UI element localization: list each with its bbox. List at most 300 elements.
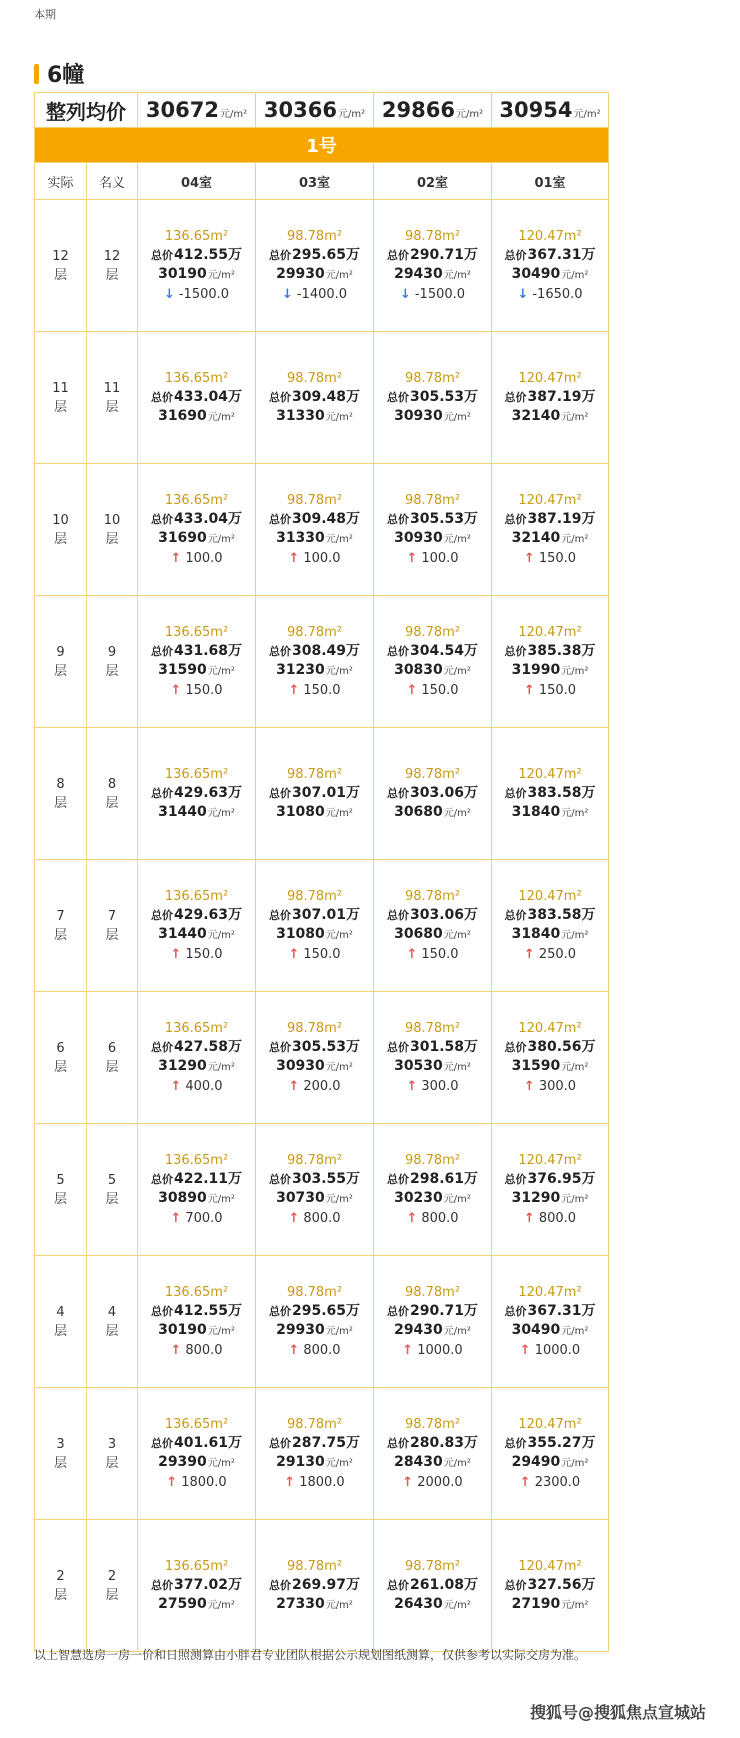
- total-value: 412.55: [173, 1303, 229, 1319]
- building-label: 1号: [35, 128, 609, 163]
- unit-price-value: 31840: [511, 803, 561, 820]
- total-suffix: 万: [228, 1039, 243, 1055]
- total-label: 总价: [386, 249, 409, 262]
- floor-suffix: 层: [53, 1587, 67, 1603]
- total-suffix: 万: [228, 511, 243, 527]
- unit-price-unit: 元/m²: [561, 807, 589, 819]
- unit-cell: [256, 728, 374, 860]
- unit-price-unit: 元/m²: [443, 1599, 471, 1611]
- unit-price: [374, 661, 491, 681]
- unit-price-value: 31290: [511, 1190, 561, 1206]
- unit-cell: [256, 596, 374, 728]
- unit-total: [492, 246, 608, 265]
- unit-total: [374, 1434, 491, 1453]
- unit-price: [138, 407, 255, 427]
- unit-price: [256, 1595, 373, 1615]
- unit-change: [492, 549, 608, 568]
- total-value: 304.54: [409, 643, 465, 659]
- change-value: -1650.0: [532, 287, 583, 302]
- unit-price: [374, 407, 491, 427]
- unit-total: [138, 642, 255, 661]
- unit-price-value: 31330: [276, 530, 325, 546]
- header-room: 04室: [138, 163, 256, 200]
- unit-price-unit: 元/m²: [207, 807, 235, 819]
- floor-nominal-cell: [87, 596, 138, 728]
- unit-area: 136.65m²: [164, 1153, 229, 1168]
- unit-price-unit: 元/m²: [325, 666, 353, 677]
- unit-price-value: 29930: [276, 1322, 325, 1338]
- unit-change: [492, 1077, 608, 1096]
- floor-number: 11: [103, 380, 121, 396]
- unit-change: [374, 681, 491, 700]
- unit-price-unit: 元/m²: [561, 666, 589, 677]
- floor-nominal-cell: [87, 728, 138, 860]
- total-label: 总价: [268, 786, 291, 800]
- total-label: 总价: [504, 249, 527, 262]
- unit-price-value: 29930: [276, 266, 325, 282]
- unit-cell: [256, 860, 374, 992]
- arrow-up-icon: ↑: [170, 1079, 182, 1094]
- unit-price-value: 30190: [158, 266, 207, 282]
- unit-price-value: 32140: [511, 407, 561, 424]
- floor-actual-cell: [35, 464, 87, 596]
- total-suffix: 万: [581, 643, 596, 659]
- unit-price: [374, 1453, 491, 1473]
- change-value: 1000.0: [534, 1343, 581, 1358]
- total-suffix: 万: [346, 643, 361, 659]
- unit-cell: [256, 200, 374, 332]
- total-label: 总价: [268, 1173, 291, 1186]
- change-value: 2000.0: [417, 1475, 463, 1490]
- unit-price-unit: 元/m²: [325, 930, 353, 941]
- unit-price: [492, 1321, 608, 1341]
- total-suffix: 万: [464, 1171, 479, 1187]
- unit-change: [374, 549, 491, 568]
- change-value: 700.0: [185, 1211, 223, 1226]
- unit-price-value: 31990: [511, 662, 561, 678]
- total-label: 总价: [150, 1041, 173, 1054]
- unit-area: 98.78m²: [404, 1417, 461, 1432]
- unit-area: 120.47m²: [518, 625, 582, 640]
- unit-area: 98.78m²: [404, 370, 461, 386]
- unit-price-unit: 元/m²: [561, 534, 589, 545]
- floor-suffix: 层: [105, 267, 119, 283]
- unit-price-value: 29430: [394, 1322, 443, 1338]
- arrow-up-icon: ↑: [170, 551, 182, 566]
- floor-number: 6: [56, 1040, 65, 1056]
- total-label: 总价: [504, 645, 527, 658]
- unit-change: [138, 1341, 255, 1360]
- unit-price-unit: 元/m²: [207, 1458, 235, 1469]
- floor-number: 3: [56, 1436, 65, 1452]
- total-suffix: 万: [228, 1435, 243, 1451]
- unit-change: [138, 681, 255, 700]
- unit-cell: [374, 596, 492, 728]
- unit-price-value: 29490: [511, 1454, 561, 1470]
- change-value: 150.0: [303, 683, 341, 698]
- change-value: 150.0: [421, 947, 459, 962]
- change-value: 150.0: [185, 683, 223, 698]
- unit-price-value: 31590: [511, 1058, 561, 1074]
- total-value: 303.06: [409, 907, 465, 923]
- floor-actual-cell: [35, 1520, 87, 1652]
- unit-total: [256, 1038, 373, 1057]
- floor-number: 6: [107, 1040, 117, 1056]
- arrow-up-icon: ↑: [523, 947, 535, 962]
- floor-actual-cell: [35, 1124, 87, 1256]
- total-label: 总价: [504, 786, 527, 800]
- total-value: 327.56: [527, 1576, 582, 1593]
- floor-suffix: 层: [53, 927, 67, 943]
- unit-price-value: 31690: [158, 407, 207, 424]
- unit-cell: [492, 1520, 609, 1652]
- total-label: 总价: [268, 909, 291, 922]
- unit-price: [256, 661, 373, 681]
- unit-price-value: 31690: [158, 530, 207, 546]
- floor-number: 2: [107, 1568, 117, 1584]
- unit-cell: [256, 332, 374, 464]
- unit-price: [492, 661, 608, 681]
- unit-price-unit: 元/m²: [443, 411, 471, 423]
- unit-change: [492, 945, 608, 964]
- unit-area: 120.47m²: [518, 370, 582, 386]
- unit-total: [374, 1038, 491, 1057]
- unit-area: 98.78m²: [286, 625, 343, 640]
- total-suffix: 万: [581, 511, 596, 527]
- total-suffix: 万: [581, 1435, 596, 1451]
- floor-number: 7: [56, 908, 65, 924]
- unit-change: [138, 549, 255, 568]
- floor-number: 5: [56, 1172, 65, 1188]
- unit-area: 120.47m²: [518, 1021, 582, 1036]
- unit-cell: [256, 1388, 374, 1520]
- unit-price-unit: 元/m²: [325, 1326, 353, 1337]
- unit-price-unit: 元/m²: [325, 807, 353, 819]
- unit-cell: [138, 1124, 256, 1256]
- total-value: 301.58: [409, 1039, 465, 1055]
- avg-unit: 元/m²: [455, 109, 484, 120]
- unit-area: 98.78m²: [404, 229, 461, 244]
- floor-number: 10: [52, 512, 69, 528]
- header-room: 02室: [374, 163, 492, 200]
- floor-row: [35, 200, 609, 332]
- change-value: 400.0: [185, 1079, 223, 1094]
- unit-price-value: 30680: [394, 926, 443, 942]
- unit-price-unit: 元/m²: [561, 270, 589, 281]
- unit-price-value: 30930: [394, 407, 443, 424]
- floor-actual-cell: [35, 1256, 87, 1388]
- unit-cell: [138, 728, 256, 860]
- unit-price: [256, 265, 373, 285]
- unit-price-unit: 元/m²: [443, 666, 471, 677]
- total-label: 总价: [386, 390, 409, 404]
- unit-total: [492, 1170, 608, 1189]
- unit-price: [256, 1189, 373, 1209]
- unit-total: [492, 510, 608, 529]
- total-label: 总价: [504, 1041, 527, 1054]
- unit-price-value: 29430: [394, 266, 443, 282]
- floor-nominal-cell: [87, 1124, 138, 1256]
- unit-cell: [138, 860, 256, 992]
- unit-change: [374, 1473, 491, 1492]
- header-actual: 实际: [35, 163, 87, 200]
- arrow-up-icon: ↑: [170, 947, 182, 962]
- total-value: 367.31: [527, 247, 582, 263]
- unit-cell: [492, 860, 609, 992]
- unit-price: [256, 803, 373, 823]
- unit-price-value: 27330: [276, 1595, 325, 1612]
- unit-price-value: 31440: [158, 803, 207, 820]
- total-label: 总价: [504, 1173, 527, 1186]
- unit-total: [374, 510, 491, 529]
- unit-area: 136.65m²: [164, 1285, 229, 1300]
- total-suffix: 万: [346, 1171, 361, 1187]
- total-suffix: 万: [464, 1303, 479, 1319]
- unit-area: 98.78m²: [286, 229, 343, 244]
- unit-price-value: 30930: [394, 530, 443, 546]
- total-label: 总价: [268, 1305, 291, 1318]
- total-label: 总价: [150, 390, 173, 404]
- unit-change: [492, 285, 608, 304]
- total-suffix: 万: [228, 907, 243, 923]
- unit-cell: [138, 992, 256, 1124]
- total-value: 287.75: [291, 1435, 347, 1451]
- unit-price-unit: 元/m²: [325, 411, 353, 423]
- unit-price-unit: 元/m²: [443, 930, 471, 941]
- floor-suffix: 层: [105, 531, 119, 547]
- total-suffix: 万: [464, 1435, 479, 1451]
- unit-cell: [374, 1388, 492, 1520]
- unit-total: [256, 510, 373, 529]
- unit-price: [138, 1057, 255, 1077]
- floor-suffix: 层: [105, 663, 119, 679]
- floor-row: [35, 1520, 609, 1652]
- total-value: 298.61: [409, 1171, 465, 1187]
- floor-suffix: 层: [105, 795, 119, 811]
- unit-change: [138, 285, 255, 304]
- total-label: 总价: [504, 1437, 527, 1450]
- arrow-up-icon: ↑: [288, 1079, 300, 1094]
- floor-number: 7: [107, 908, 117, 924]
- unit-area: 136.65m²: [164, 1417, 229, 1432]
- change-value: 800.0: [303, 1343, 341, 1358]
- floor-actual-cell: [35, 728, 87, 860]
- unit-cell: [374, 860, 492, 992]
- unit-price-unit: 元/m²: [561, 1062, 589, 1073]
- change-value: 800.0: [421, 1211, 459, 1226]
- total-label: 总价: [386, 1173, 409, 1186]
- floor-number: 11: [52, 380, 69, 396]
- total-label: 总价: [150, 1437, 173, 1450]
- unit-cell: [374, 464, 492, 596]
- unit-total: [374, 642, 491, 661]
- unit-price: [256, 1057, 373, 1077]
- header-row: [35, 163, 609, 200]
- unit-price-value: 29390: [158, 1454, 207, 1470]
- unit-price: [492, 803, 608, 823]
- unit-price: [138, 1321, 255, 1341]
- floor-row: [35, 332, 609, 464]
- floor-number: 4: [56, 1304, 65, 1320]
- floor-nominal-cell: [87, 860, 138, 992]
- total-value: 429.63: [173, 784, 229, 801]
- unit-cell: [138, 1520, 256, 1652]
- unit-change: [374, 1209, 491, 1228]
- unit-total: [138, 246, 255, 265]
- arrow-down-icon: ↓: [281, 287, 293, 302]
- unit-total: [492, 906, 608, 925]
- total-label: 总价: [386, 1305, 409, 1318]
- unit-price-unit: 元/m²: [561, 411, 589, 423]
- total-value: 295.65: [291, 247, 347, 263]
- unit-price: [256, 1453, 373, 1473]
- unit-area: 98.78m²: [286, 766, 343, 782]
- unit-change: [138, 1077, 255, 1096]
- unit-change: [256, 285, 373, 304]
- total-value: 385.38: [527, 643, 582, 659]
- unit-price-unit: 元/m²: [443, 1458, 471, 1469]
- floor-number: 5: [107, 1172, 117, 1188]
- total-value: 380.56: [527, 1039, 582, 1055]
- total-value: 303.06: [409, 784, 465, 801]
- total-suffix: 万: [228, 1303, 243, 1319]
- avg-price-row: [35, 93, 609, 128]
- total-label: 总价: [386, 1437, 409, 1450]
- unit-price: [374, 265, 491, 285]
- arrow-up-icon: ↑: [523, 1079, 535, 1094]
- unit-cell: [138, 464, 256, 596]
- unit-price-value: 27590: [158, 1595, 207, 1612]
- unit-change: [138, 1473, 255, 1492]
- floor-row: [35, 1124, 609, 1256]
- unit-area: 98.78m²: [404, 1558, 461, 1574]
- unit-area: 120.47m²: [518, 766, 582, 782]
- floor-number: 10: [103, 512, 121, 528]
- change-value: 100.0: [421, 551, 459, 566]
- total-label: 总价: [268, 1041, 291, 1054]
- arrow-up-icon: ↑: [406, 551, 418, 566]
- total-value: 309.48: [291, 511, 347, 527]
- unit-total: [256, 1576, 373, 1595]
- total-suffix: 万: [464, 247, 479, 263]
- total-value: 412.55: [173, 247, 229, 263]
- unit-total: [492, 642, 608, 661]
- header-nominal: 名义: [87, 163, 138, 200]
- unit-area: 136.65m²: [164, 1558, 229, 1574]
- total-suffix: 万: [346, 784, 361, 801]
- unit-total: [374, 906, 491, 925]
- unit-change: [374, 945, 491, 964]
- unit-cell: [492, 200, 609, 332]
- unit-total: [138, 1170, 255, 1189]
- arrow-up-icon: ↑: [523, 551, 535, 566]
- total-label: 总价: [150, 1578, 173, 1592]
- change-value: 150.0: [538, 683, 577, 698]
- total-label: 总价: [386, 909, 409, 922]
- total-value: 355.27: [527, 1435, 582, 1451]
- unit-price-unit: 元/m²: [207, 1062, 235, 1073]
- unit-price-unit: 元/m²: [207, 270, 235, 281]
- arrow-up-icon: ↑: [288, 1211, 300, 1226]
- unit-cell: [374, 1124, 492, 1256]
- unit-total: [374, 784, 491, 803]
- unit-price: [374, 1595, 491, 1615]
- unit-change: [374, 1077, 491, 1096]
- unit-price-value: 30490: [511, 266, 561, 282]
- arrow-up-icon: ↑: [288, 1343, 300, 1358]
- total-value: 433.04: [173, 511, 229, 527]
- unit-price-unit: 元/m²: [443, 1194, 471, 1205]
- total-label: 总价: [150, 909, 173, 922]
- floor-nominal-cell: [87, 200, 138, 332]
- unit-cell: [492, 332, 609, 464]
- unit-price-unit: 元/m²: [325, 270, 353, 281]
- total-suffix: 万: [346, 1576, 361, 1593]
- unit-area: 98.78m²: [404, 1285, 461, 1300]
- unit-price-value: 30230: [394, 1190, 443, 1206]
- total-label: 总价: [150, 1305, 173, 1318]
- unit-price-unit: 元/m²: [561, 930, 589, 941]
- floor-suffix: 层: [53, 663, 67, 679]
- arrow-up-icon: ↑: [519, 1475, 531, 1490]
- unit-price: [374, 1189, 491, 1209]
- unit-cell: [256, 1520, 374, 1652]
- unit-price-unit: 元/m²: [207, 666, 235, 677]
- unit-price-value: 31080: [276, 803, 325, 820]
- unit-cell: [492, 992, 609, 1124]
- unit-price-unit: 元/m²: [443, 1326, 471, 1337]
- total-suffix: 万: [346, 1039, 361, 1055]
- unit-price-value: 31590: [158, 662, 207, 678]
- unit-price: [138, 1595, 255, 1615]
- unit-area: 120.47m²: [518, 1285, 582, 1300]
- unit-area: 98.78m²: [404, 1153, 461, 1168]
- arrow-up-icon: ↑: [166, 1475, 178, 1490]
- accent-bar: [34, 64, 39, 84]
- unit-cell: [374, 1520, 492, 1652]
- avg-value: 30366: [263, 98, 337, 122]
- change-value: 150.0: [538, 551, 577, 566]
- unit-total: [492, 388, 608, 407]
- floor-suffix: 层: [53, 1191, 67, 1207]
- unit-area: 98.78m²: [286, 1153, 343, 1168]
- unit-cell: [256, 1256, 374, 1388]
- unit-total: [138, 1302, 255, 1321]
- unit-total: [374, 388, 491, 407]
- total-value: 431.68: [173, 643, 229, 659]
- total-value: 280.83: [409, 1435, 465, 1451]
- total-suffix: 万: [581, 1039, 596, 1055]
- unit-price: [492, 1453, 608, 1473]
- floor-suffix: 层: [53, 399, 67, 415]
- unit-cell: [374, 1256, 492, 1388]
- unit-total: [256, 246, 373, 265]
- unit-price-unit: 元/m²: [325, 534, 353, 545]
- unit-price: [138, 1453, 255, 1473]
- floor-actual-cell: [35, 992, 87, 1124]
- unit-price-value: 27190: [511, 1595, 561, 1612]
- change-value: -1400.0: [296, 287, 348, 302]
- unit-price-value: 30730: [276, 1190, 325, 1206]
- unit-cell: [138, 332, 256, 464]
- unit-price-value: 30530: [394, 1058, 443, 1074]
- arrow-up-icon: ↑: [170, 683, 182, 698]
- total-value: 433.04: [173, 388, 229, 405]
- unit-total: [374, 1302, 491, 1321]
- unit-price-unit: 元/m²: [325, 1194, 353, 1205]
- unit-price: [492, 529, 608, 549]
- floor-actual-cell: [35, 332, 87, 464]
